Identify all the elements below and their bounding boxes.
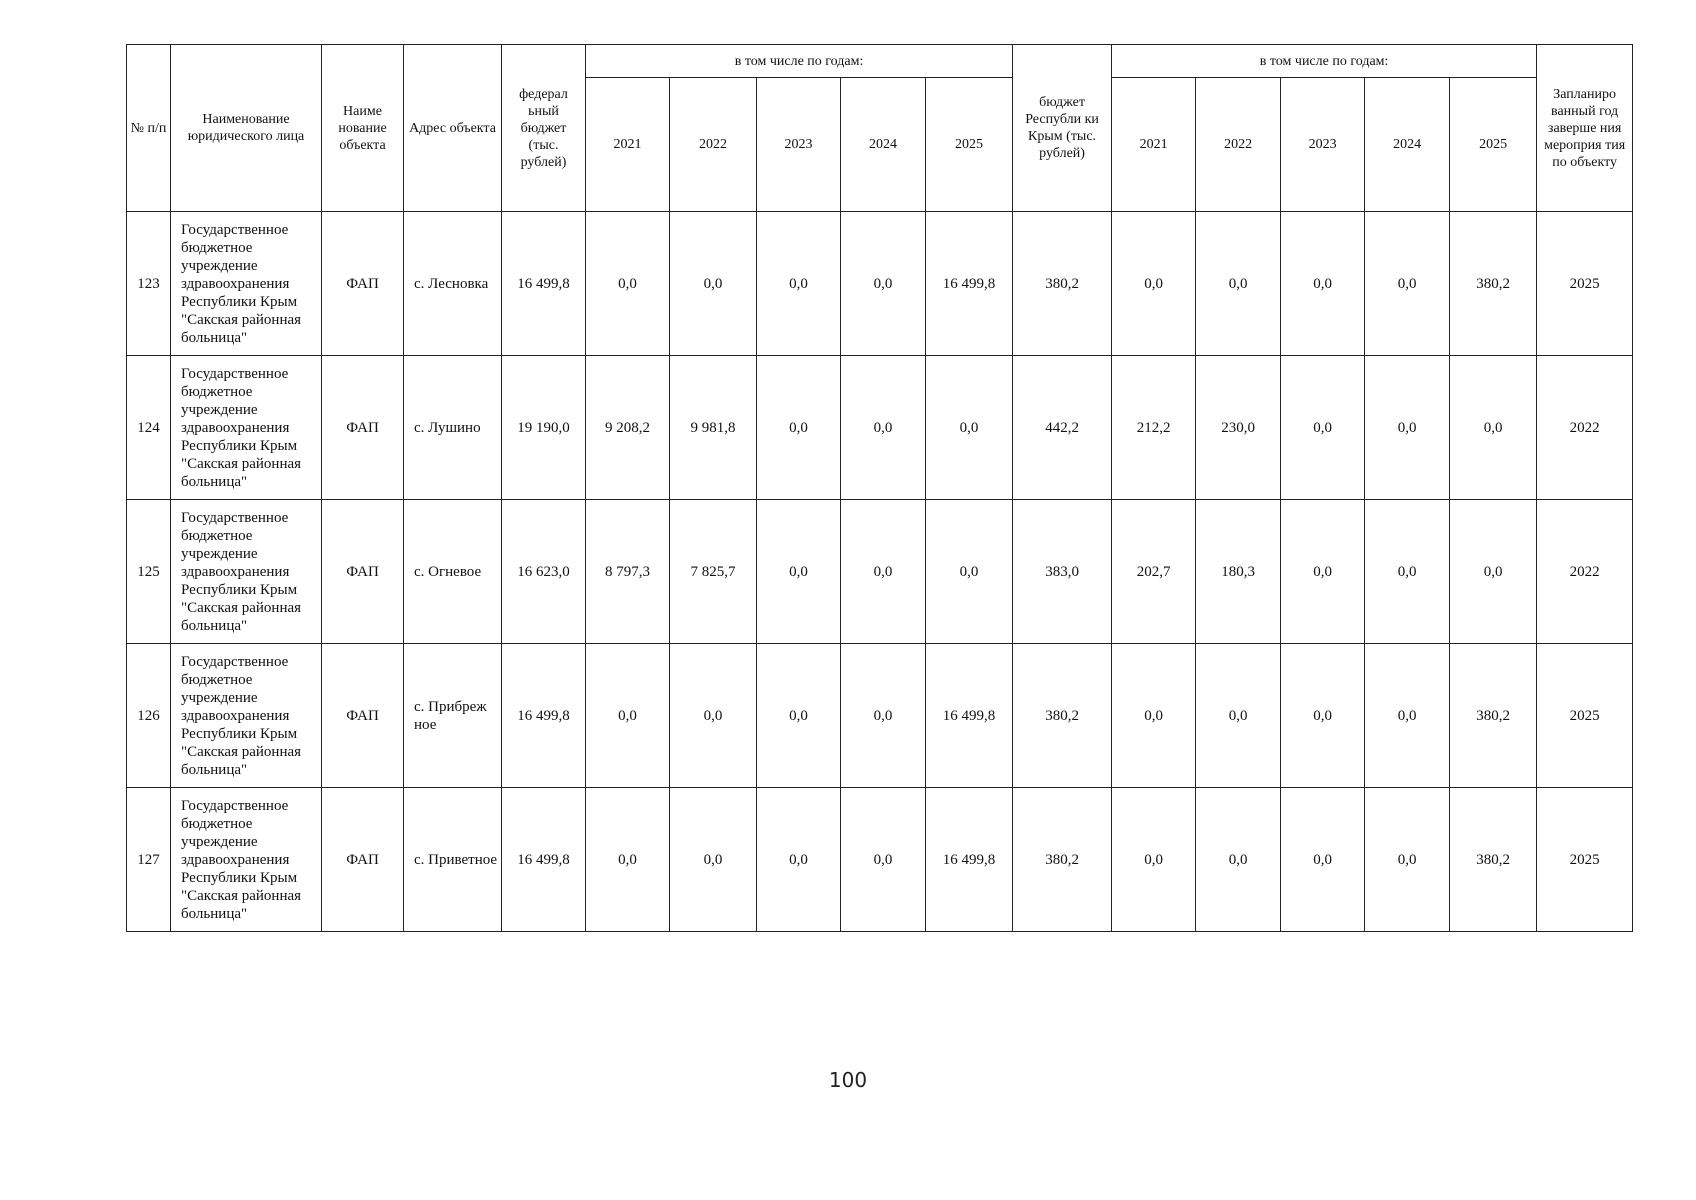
row-regional-2025: 0,0 xyxy=(1450,500,1537,644)
row-federal-2021: 9 208,2 xyxy=(586,356,670,500)
header-by-years-federal: в том числе по годам: xyxy=(586,45,1013,78)
row-regional-2021: 0,0 xyxy=(1112,212,1196,356)
row-federal-2023: 0,0 xyxy=(757,500,841,644)
row-regional-2023: 0,0 xyxy=(1281,644,1365,788)
row-federal: 16 499,8 xyxy=(502,644,586,788)
row-federal-2022: 0,0 xyxy=(670,644,757,788)
header-year-regional-2021: 2021 xyxy=(1112,78,1196,212)
row-federal: 16 623,0 xyxy=(502,500,586,644)
row-federal: 16 499,8 xyxy=(502,788,586,932)
row-regional-2024: 0,0 xyxy=(1365,788,1450,932)
row-federal-2023: 0,0 xyxy=(757,356,841,500)
row-planned-year: 2025 xyxy=(1537,212,1633,356)
row-address: с. Прибреж ное xyxy=(404,644,502,788)
row-federal-2024: 0,0 xyxy=(841,788,926,932)
row-num: 124 xyxy=(127,356,171,500)
row-regional-2022: 230,0 xyxy=(1196,356,1281,500)
row-federal-2024: 0,0 xyxy=(841,212,926,356)
header-org-name: Наименование юридического лица xyxy=(171,45,322,212)
row-federal-2024: 0,0 xyxy=(841,356,926,500)
row-federal-2024: 0,0 xyxy=(841,644,926,788)
header-year-federal-2021: 2021 xyxy=(586,78,670,212)
row-regional-2022: 0,0 xyxy=(1196,212,1281,356)
row-regional-2021: 0,0 xyxy=(1112,644,1196,788)
row-regional-2023: 0,0 xyxy=(1281,356,1365,500)
row-regional-2024: 0,0 xyxy=(1365,356,1450,500)
row-regional: 380,2 xyxy=(1013,644,1112,788)
header-num: № п/п xyxy=(127,45,171,212)
row-address: с. Лушино xyxy=(404,356,502,500)
row-federal-2023: 0,0 xyxy=(757,644,841,788)
row-org: Государственное бюджетное учреждение здравоохранения Республики Крым "Сакская районная больница" xyxy=(171,788,322,932)
row-object: ФАП xyxy=(322,212,404,356)
row-regional-2024: 0,0 xyxy=(1365,500,1450,644)
row-regional: 442,2 xyxy=(1013,356,1112,500)
row-object: ФАП xyxy=(322,500,404,644)
row-regional-2025: 380,2 xyxy=(1450,788,1537,932)
row-regional-2024: 0,0 xyxy=(1365,644,1450,788)
header-year-federal-2023: 2023 xyxy=(757,78,841,212)
table-row xyxy=(127,788,1633,932)
row-federal-2021: 0,0 xyxy=(586,788,670,932)
row-federal-2025: 0,0 xyxy=(926,500,1013,644)
row-regional-2022: 180,3 xyxy=(1196,500,1281,644)
row-federal-2023: 0,0 xyxy=(757,212,841,356)
row-planned-year: 2022 xyxy=(1537,356,1633,500)
header-year-federal-2024: 2024 xyxy=(841,78,926,212)
row-regional-2022: 0,0 xyxy=(1196,644,1281,788)
row-planned-year: 2025 xyxy=(1537,788,1633,932)
row-org: Государственное бюджетное учреждение здравоохранения Республики Крым "Сакская районная больница" xyxy=(171,500,322,644)
header-year-regional-2022: 2022 xyxy=(1196,78,1281,212)
row-federal-2022: 7 825,7 xyxy=(670,500,757,644)
table-header xyxy=(127,45,1633,212)
row-planned-year: 2022 xyxy=(1537,500,1633,644)
row-regional-2023: 0,0 xyxy=(1281,500,1365,644)
row-federal-2025: 0,0 xyxy=(926,356,1013,500)
header-year-regional-2025: 2025 xyxy=(1450,78,1537,212)
row-federal-2025: 16 499,8 xyxy=(926,788,1013,932)
header-planned-year: Запланиро ванный год заверше ния мероприя тия по объекту xyxy=(1537,45,1633,212)
table-row xyxy=(127,644,1633,788)
header-year-federal-2022: 2022 xyxy=(670,78,757,212)
row-object: ФАП xyxy=(322,644,404,788)
row-federal-2024: 0,0 xyxy=(841,500,926,644)
row-regional: 383,0 xyxy=(1013,500,1112,644)
row-federal-2023: 0,0 xyxy=(757,788,841,932)
row-planned-year: 2025 xyxy=(1537,644,1633,788)
row-regional: 380,2 xyxy=(1013,212,1112,356)
row-federal-2021: 0,0 xyxy=(586,644,670,788)
row-regional-2025: 380,2 xyxy=(1450,212,1537,356)
row-federal-2025: 16 499,8 xyxy=(926,212,1013,356)
row-federal-2021: 0,0 xyxy=(586,212,670,356)
page-number: 100 xyxy=(828,1068,868,1092)
row-regional: 380,2 xyxy=(1013,788,1112,932)
row-federal-2025: 16 499,8 xyxy=(926,644,1013,788)
row-num: 125 xyxy=(127,500,171,644)
row-regional-2021: 0,0 xyxy=(1112,788,1196,932)
row-org: Государственное бюджетное учреждение здравоохранения Республики Крым "Сакская районная больница" xyxy=(171,356,322,500)
row-regional-2023: 0,0 xyxy=(1281,788,1365,932)
table-body xyxy=(127,212,1633,932)
table-row xyxy=(127,212,1633,356)
header-address: Адрес объекта xyxy=(404,45,502,212)
table-row xyxy=(127,356,1633,500)
row-regional-2025: 0,0 xyxy=(1450,356,1537,500)
header-regional-budget: бюджет Республи ки Крым (тыс. рублей) xyxy=(1013,45,1112,212)
row-regional-2021: 202,7 xyxy=(1112,500,1196,644)
header-year-federal-2025: 2025 xyxy=(926,78,1013,212)
row-regional-2024: 0,0 xyxy=(1365,212,1450,356)
row-federal-2021: 8 797,3 xyxy=(586,500,670,644)
row-regional-2025: 380,2 xyxy=(1450,644,1537,788)
row-org: Государственное бюджетное учреждение здравоохранения Республики Крым "Сакская районная больница" xyxy=(171,212,322,356)
row-object: ФАП xyxy=(322,356,404,500)
row-address: с. Огневое xyxy=(404,500,502,644)
row-num: 127 xyxy=(127,788,171,932)
budget-table xyxy=(126,44,1633,932)
row-address: с. Приветное xyxy=(404,788,502,932)
row-regional-2023: 0,0 xyxy=(1281,212,1365,356)
row-regional-2021: 212,2 xyxy=(1112,356,1196,500)
header-federal-budget: федерал ьный бюджет (тыс. рублей) xyxy=(502,45,586,212)
row-num: 123 xyxy=(127,212,171,356)
header-year-regional-2024: 2024 xyxy=(1365,78,1450,212)
table-row xyxy=(127,500,1633,644)
header-by-years-regional: в том числе по годам: xyxy=(1112,45,1537,78)
header-year-regional-2023: 2023 xyxy=(1281,78,1365,212)
row-federal-2022: 0,0 xyxy=(670,212,757,356)
row-object: ФАП xyxy=(322,788,404,932)
row-num: 126 xyxy=(127,644,171,788)
row-federal-2022: 9 981,8 xyxy=(670,356,757,500)
header-object-name: Наиме нование объекта xyxy=(322,45,404,212)
row-federal: 16 499,8 xyxy=(502,212,586,356)
row-regional-2022: 0,0 xyxy=(1196,788,1281,932)
row-federal-2022: 0,0 xyxy=(670,788,757,932)
row-federal: 19 190,0 xyxy=(502,356,586,500)
row-address: с. Лесновка xyxy=(404,212,502,356)
row-org: Государственное бюджетное учреждение здравоохранения Республики Крым "Сакская районная больница" xyxy=(171,644,322,788)
